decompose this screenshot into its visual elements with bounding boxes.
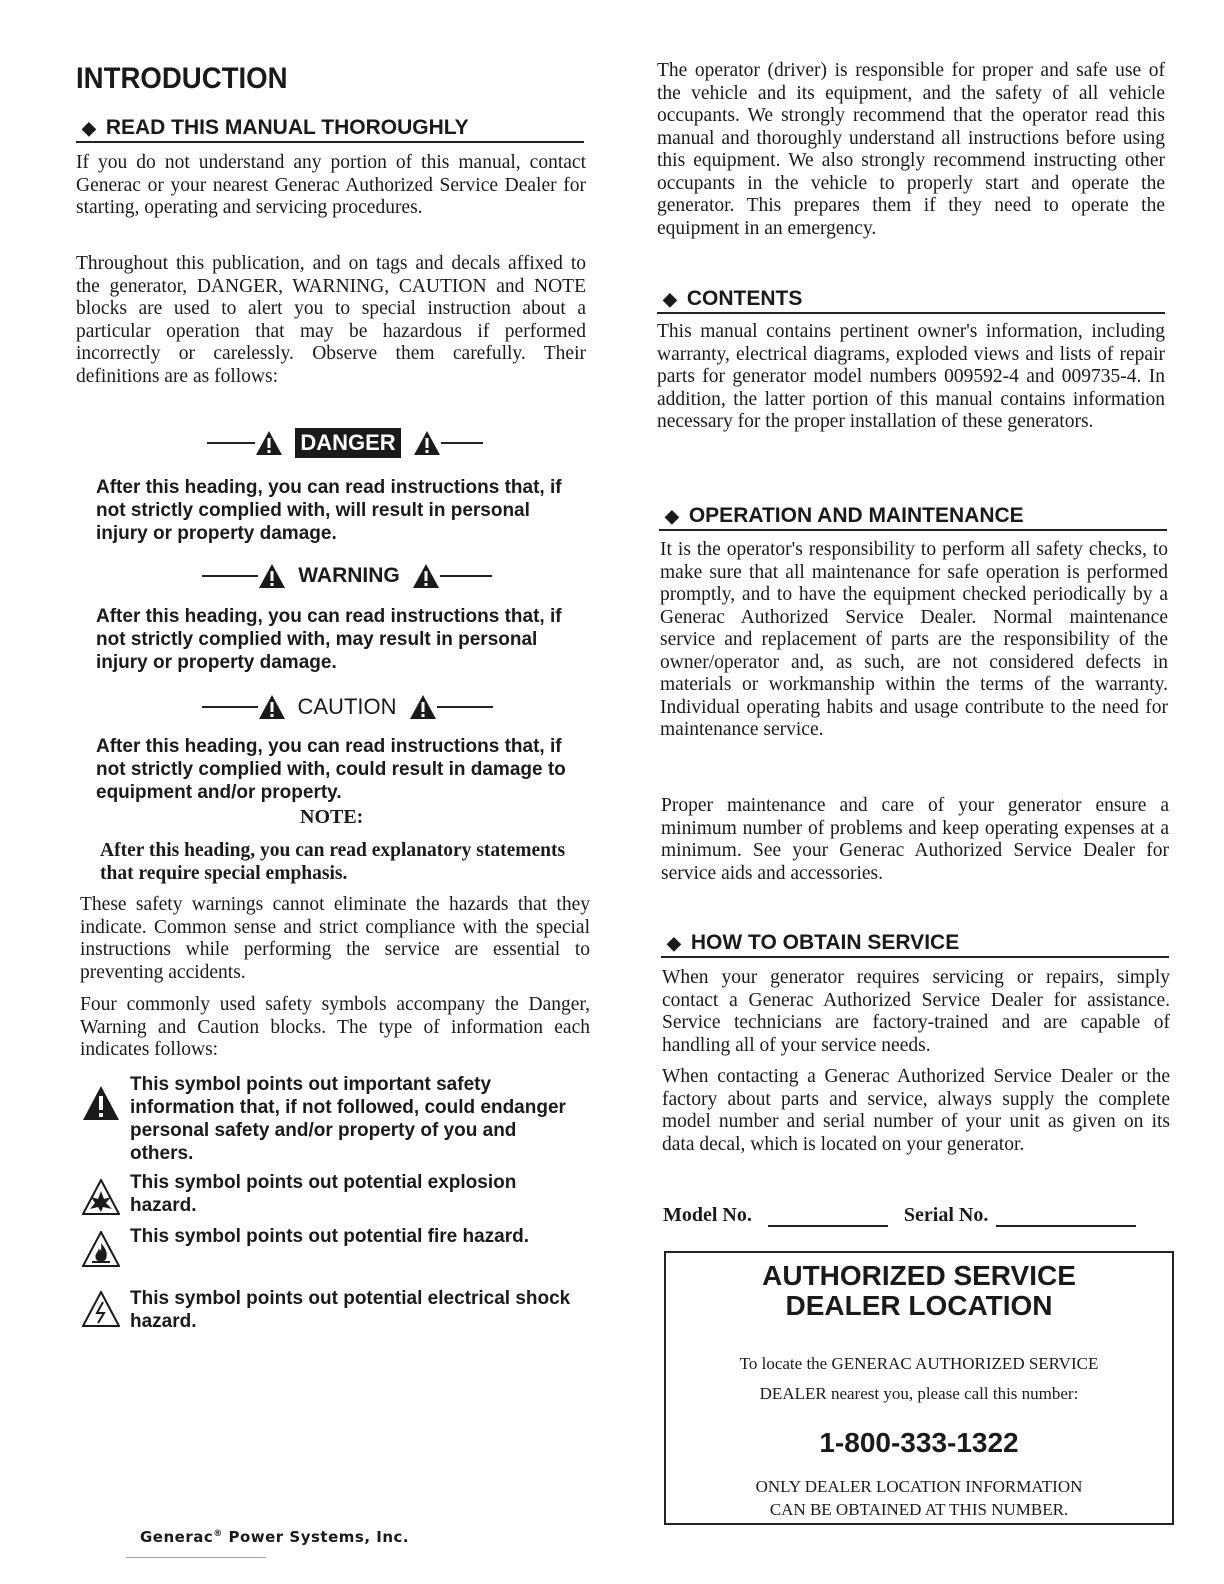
diamond-bullet-icon: ◆ — [667, 932, 681, 953]
operation-paragraph-2: Proper maintenance and care of your generator ensure a minimum number of problems and keep operating expenses at a minimum. See your Generac Authorized Service Dealer for service aids and accessories. — [661, 795, 1169, 884]
warning-heading — [200, 560, 494, 592]
diamond-bullet-icon: ◆ — [82, 117, 96, 138]
dealer-box-text-line-1: To locate the GENERAC AUTHORIZED SERVICE — [739, 1354, 1099, 1373]
footer-brand: Generac — [140, 1528, 214, 1546]
divider — [437, 706, 493, 708]
warning-text: After this heading, you can read instructions that, if not strictly complied with, may result in personal injury or property damage. — [96, 606, 562, 673]
divider — [440, 575, 492, 577]
model-serial-line — [663, 1204, 1136, 1227]
dealer-phone-number: 1-800-333-1322 — [819, 1427, 1019, 1458]
danger-text: After this heading, you can read instructions that, if not strictly complied with, will result in personal injury or property damage. — [96, 477, 562, 544]
danger-label: DANGER — [295, 428, 400, 458]
dealer-location-box — [664, 1251, 1174, 1525]
divider — [202, 575, 258, 577]
service-paragraph-2: When contacting a Generac Authorized Service Dealer or the factory about parts and service, always supply the complete model number and serial number of your unit as given on its data decal, which is located on your generator. — [662, 1066, 1170, 1155]
dealer-box-title-line-1: AUTHORIZED SERVICE — [762, 1260, 1076, 1291]
section-heading-operation — [659, 504, 1167, 531]
explosion-hazard-icon — [82, 1179, 120, 1215]
section-heading-text: CONTENTS — [686, 287, 803, 310]
footer-company: Power Systems, Inc. — [222, 1528, 410, 1546]
caution-text: After this heading, you can read instructions that, if not strictly complied with, could result in damage to equipment and/or property. — [96, 736, 566, 803]
warning-triangle-icon — [258, 694, 286, 720]
symbol-item-explosion — [82, 1171, 582, 1220]
contents-paragraph: This manual contains pertinent owner's information, including warranty, electrical diagrams, exploded views and lists of repair parts for generator model numbers 009592-4 and 009735-4. In addition, the latter portion of this manual contains information necessary for the proper installation of these generators. — [657, 321, 1165, 432]
warning-label: WARNING — [298, 564, 400, 587]
operation-paragraph-1: It is the operator's responsibility to perform all safety checks, to make sure that all maintenance for safe operation is performed promptly, and to have the equipment checked periodically by a Generac Authorized Service Dealer. Normal maintenance service and replacement of parts are the responsibility of the owner/operator and, as such, are not considered defects in materials or workmanship within the terms of the warranty. Individual operating habits and usage contribute to the need for maintenance service. — [660, 539, 1168, 740]
warning-triangle-icon — [258, 563, 286, 589]
dealer-box-foot-line-2: CAN BE OBTAINED AT THIS NUMBER. — [769, 1500, 1069, 1519]
fire-hazard-icon — [82, 1231, 120, 1267]
symbol-item-fire — [82, 1225, 582, 1272]
symbol-text: This symbol points out important safety information that, if not followed, could endanger personal safety and/or property of you and others. — [130, 1074, 566, 1164]
section-heading-text: HOW TO OBTAIN SERVICE — [690, 931, 960, 954]
page-footer — [140, 1528, 409, 1546]
diamond-bullet-icon: ◆ — [663, 288, 677, 309]
danger-heading — [200, 426, 490, 460]
safety-paragraph-2: Four commonly used safety symbols accompany the Danger, Warning and Caution blocks. The type of information each indicates follows: — [80, 994, 590, 1060]
serial-label: Serial No. — [903, 1204, 989, 1226]
operator-paragraph: The operator (driver) is responsible for proper and safe use of the vehicle and its equipment, and the safety of all vehicle occupants. We strongly recommend that the operator read this manual and thoroughly understand all instructions before using this equipment. We also strongly recommend instructing other occupants in the vehicle to properly start and operate the generator. This prepares them if they need to operate the equipment in an emergency. — [657, 60, 1165, 239]
note-text: After this heading, you can read explanatory statements that require special emphasis. — [100, 840, 566, 884]
symbol-item-electrical — [82, 1287, 582, 1333]
warning-triangle-icon — [82, 1085, 120, 1121]
electrical-shock-icon — [82, 1291, 120, 1327]
warning-triangle-icon — [409, 694, 437, 720]
warning-triangle-icon — [255, 430, 283, 456]
divider — [441, 442, 483, 444]
service-paragraph-1: When your generator requires servicing or repairs, simply contact a Generac Authorized Service Dealer for assistance. Service technicians are factory-trained and are capable of handling all of your service needs. — [662, 967, 1170, 1056]
dealer-box-title-line-2: DEALER LOCATION — [785, 1290, 1053, 1321]
footer-divider — [126, 1557, 266, 1558]
section-heading-text: READ THIS MANUAL THOROUGHLY — [105, 116, 469, 139]
warning-triangle-icon — [413, 430, 441, 456]
caution-heading — [192, 690, 502, 724]
symbol-text: This symbol points out potential electrical shock hazard. — [130, 1288, 571, 1332]
divider — [202, 706, 258, 708]
section-heading-service — [661, 931, 1169, 958]
section-heading-contents — [657, 287, 1165, 314]
model-number-blank[interactable] — [768, 1205, 888, 1227]
symbol-item-safety — [82, 1073, 582, 1165]
caution-label: CAUTION — [297, 694, 397, 719]
read-manual-paragraph-1: If you do not understand any portion of this manual, contact Generac or your nearest Generac Authorized Service Dealer for starting, operating and servicing procedures. — [76, 152, 586, 218]
diamond-bullet-icon: ◆ — [665, 505, 679, 526]
section-heading-text: OPERATION AND MAINTENANCE — [688, 504, 1024, 527]
symbol-text: This symbol points out potential fire hazard. — [130, 1226, 530, 1247]
safety-paragraph-1: These safety warnings cannot eliminate the hazards that they indicate. Common sense and strict compliance with the special instructions while performing the service are essential to preventing accidents. — [80, 894, 590, 983]
note-label: NOTE: — [300, 806, 364, 828]
dealer-box-foot-line-1: ONLY DEALER LOCATION INFORMATION — [755, 1477, 1083, 1496]
symbol-text: This symbol points out potential explosion hazard. — [130, 1172, 517, 1216]
read-manual-paragraph-2: Throughout this publication, and on tags and decals affixed to the generator, DANGER, WARNING, CAUTION and NOTE blocks are used to alert you to special instruction about a particular operation that may be hazardous if performed incorrectly or carelessly. Observe them carefully. Their definitions are as follows: — [76, 253, 586, 387]
dealer-box-text-line-2: DEALER nearest you, please call this number: — [759, 1384, 1079, 1403]
warning-triangle-icon — [412, 563, 440, 589]
footer-registered-mark: ® — [213, 1529, 223, 1539]
divider — [207, 442, 255, 444]
serial-number-blank[interactable] — [996, 1205, 1136, 1227]
model-label: Model No. — [663, 1204, 752, 1226]
section-heading-read-manual — [76, 116, 584, 143]
page-title: INTRODUCTION — [76, 62, 288, 95]
